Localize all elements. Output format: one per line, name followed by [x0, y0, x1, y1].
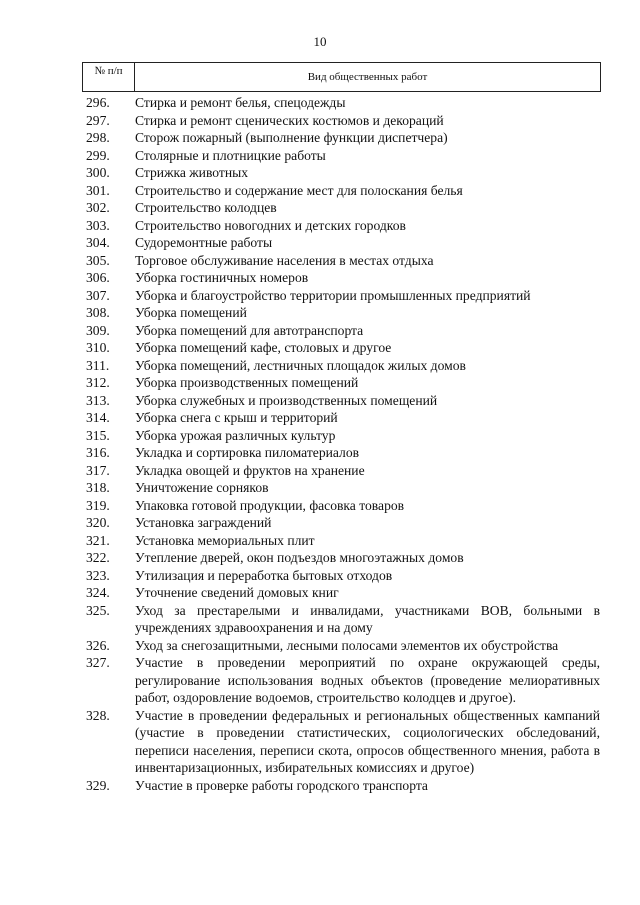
list-item-number: 319.: [86, 497, 110, 513]
list-item-number: 317.: [86, 462, 110, 478]
list-item-number: 318.: [86, 480, 110, 495]
list-item-number: 303.: [86, 217, 110, 233]
list-item: [86, 182, 600, 200]
list-item: [86, 444, 600, 462]
list-item-number: 314.: [86, 410, 110, 425]
list-item-text: Уточнение сведений домовых книг: [135, 585, 339, 600]
list-item-text: Стрижка животных: [135, 165, 249, 180]
list-item-number: 301.: [86, 182, 110, 198]
list-item: [86, 112, 600, 130]
list-item-number: 316.: [86, 445, 110, 460]
list-item-text: Установка мемориальных плит: [135, 532, 315, 548]
list-item: [86, 322, 600, 340]
list-item-number: 325.: [86, 602, 110, 618]
list-item: [86, 199, 600, 217]
list-item-number: 327.: [86, 655, 110, 670]
list-item-text: Укладка и сортировка пиломатериалов: [135, 445, 360, 460]
list-item-text: Участие в проведении мероприятий по охране окружающей среды, регулирование использования водных объектов (проведение мелиоративных работ, оздоровление водоемов, строительство колодцев и другое).: [135, 655, 600, 705]
list-item-text: Уборка урожая различных культур: [135, 427, 336, 443]
list-item-number: 299.: [86, 147, 110, 163]
list-item-number: 315.: [86, 427, 110, 443]
list-item: [86, 462, 600, 480]
list-item: [86, 234, 600, 252]
list-item-text: Уборка помещений кафе, столовых и другое: [135, 340, 392, 355]
list-item: [86, 497, 600, 515]
list-item-text: Уход за престарелыми и инвалидами, участниками ВОВ, больными в учреждениях здравоохранения и на дому: [135, 602, 600, 635]
list-item: [86, 217, 600, 235]
list-item-text: Уборка производственных помещений: [135, 375, 359, 390]
list-item-text: Уборка помещений, лестничных площадок жилых домов: [135, 357, 466, 373]
list-item-text: Участие в проведении федеральных и региональных общественных кампаний (участие в проведении статистических, социологических обследований, переписи населения, переписи скота, опросов общественного мнения, работа в инвентаризационных, избирательных комиссиях и другое): [135, 707, 600, 775]
list-item-number: 329.: [86, 777, 110, 793]
list-item: [86, 409, 600, 427]
list-item-number: 310.: [86, 340, 110, 355]
list-item: [86, 129, 600, 147]
list-item: [86, 164, 600, 182]
list-item-text: Уборка помещений: [135, 305, 247, 320]
list-item-text: Утепление дверей, окон подъездов многоэтажных домов: [135, 550, 464, 565]
list-item: [86, 637, 600, 655]
list-item-number: 320.: [86, 515, 110, 530]
list-item-number: 296.: [86, 95, 110, 110]
list-item-number: 307.: [86, 287, 110, 303]
list-item: [86, 269, 600, 287]
list-item: [86, 252, 600, 270]
list-item-text: Торговое обслуживание населения в местах отдыха: [135, 252, 434, 268]
list-item-text: Строительство и содержание мест для полоскания белья: [135, 182, 463, 198]
list-item-text: Сторож пожарный (выполнение функции диспетчера): [135, 130, 448, 145]
list-item-text: Утилизация и переработка бытовых отходов: [135, 567, 393, 583]
list-item-number: 313.: [86, 392, 110, 408]
list-item-text: Уничтожение сорняков: [135, 480, 269, 495]
list-item-text: Уборка снега с крыш и территорий: [135, 410, 338, 425]
list-item-number: 326.: [86, 637, 110, 653]
list-item: [86, 357, 600, 375]
list-item: [86, 479, 600, 497]
list-item-number: 328.: [86, 707, 110, 723]
works-list: [86, 94, 600, 794]
list-item-text: Упаковка готовой продукции, фасовка товаров: [135, 497, 405, 513]
list-item-number: 308.: [86, 305, 110, 320]
list-item: [86, 304, 600, 322]
list-item-text: Строительство новогодних и детских городков: [135, 217, 406, 233]
list-item: [86, 707, 600, 777]
list-item-text: Стирка и ремонт белья, спецодежды: [135, 95, 346, 110]
list-item-number: 321.: [86, 532, 110, 548]
list-item-number: 300.: [86, 165, 110, 180]
list-item-number: 309.: [86, 322, 110, 338]
list-item: [86, 549, 600, 567]
list-item-number: 306.: [86, 270, 110, 285]
page-number: 10: [313, 34, 327, 49]
header-title-column: Вид общественных работ: [307, 71, 428, 83]
table-header: [82, 62, 601, 92]
list-item: [86, 287, 600, 305]
list-item: [86, 94, 600, 112]
list-item-number: 304.: [86, 235, 110, 250]
list-item: [86, 567, 600, 585]
list-item-text: Укладка овощей и фруктов на хранение: [135, 462, 365, 478]
list-item-number: 312.: [86, 375, 110, 390]
list-item-number: 298.: [86, 130, 110, 145]
list-item-text: Столярные и плотницкие работы: [135, 147, 326, 163]
list-item: [86, 584, 600, 602]
list-item-text: Уборка и благоустройство территории промышленных предприятий: [135, 287, 531, 303]
list-item-number: 297.: [86, 112, 110, 128]
list-item: [86, 654, 600, 707]
list-item-number: 323.: [86, 567, 110, 583]
list-item: [86, 602, 600, 637]
list-item-text: Уборка служебных и производственных помещений: [135, 392, 438, 408]
header-number-column: № п/п: [83, 63, 135, 91]
list-item-text: Судоремонтные работы: [135, 235, 273, 250]
list-item: [86, 147, 600, 165]
list-item-number: 302.: [86, 200, 110, 215]
list-item: [86, 777, 600, 795]
list-item-text: Стирка и ремонт сценических костюмов и декораций: [135, 112, 444, 128]
list-item-number: 305.: [86, 252, 110, 268]
list-item-number: 324.: [86, 585, 110, 600]
list-item-text: Установка заграждений: [135, 515, 272, 530]
list-item-text: Строительство колодцев: [135, 200, 277, 215]
list-item-text: Уход за снегозащитными, лесными полосами элементов их обустройства: [135, 637, 559, 653]
list-item-number: 322.: [86, 550, 110, 565]
list-item-text: Уборка помещений для автотранспорта: [135, 322, 364, 338]
list-item: [86, 427, 600, 445]
list-item-text: Уборка гостиничных номеров: [135, 270, 309, 285]
list-item: [86, 339, 600, 357]
list-item: [86, 374, 600, 392]
list-item: [86, 514, 600, 532]
list-item: [86, 392, 600, 410]
list-item-number: 311.: [86, 357, 110, 373]
list-item: [86, 532, 600, 550]
list-item-text: Участие в проверке работы городского транспорта: [135, 777, 428, 793]
